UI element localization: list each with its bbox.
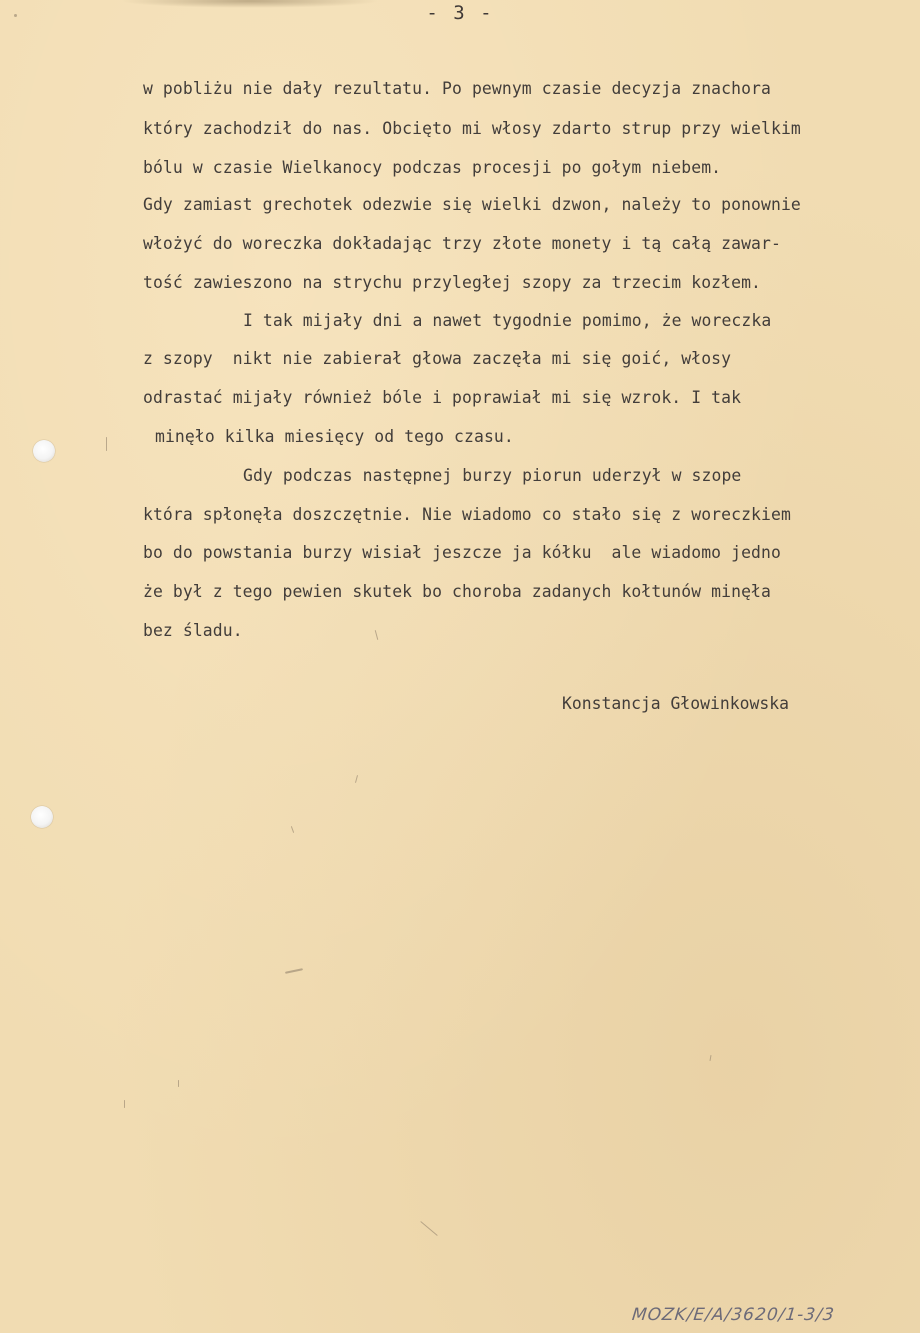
punch-hole-upper [33, 440, 55, 462]
body-line-2: który zachodził do nas. Obcięto mi włosy zdarto strup przy wielkim [143, 119, 801, 138]
body-line-10: minęło kilka miesięcy od tego czasu. [155, 427, 514, 446]
paper-speck [178, 1080, 179, 1087]
paper-speck [106, 437, 107, 451]
paper-speck [291, 826, 294, 833]
paper-speck [420, 1221, 437, 1236]
paper-speck [285, 968, 303, 974]
page-number: - 3 - [426, 2, 494, 24]
body-line-13: bo do powstania burzy wisiał jeszcze ja kółku ale wiadomo jedno [143, 543, 781, 562]
body-line-14: że był z tego pewien skutek bo choroba zadanych kołtunów minęła [143, 582, 771, 601]
body-line-7: I tak mijały dni a nawet tygodnie pomimo, że woreczka [243, 311, 772, 330]
body-line-11: Gdy podczas następnej burzy piorun uderzył w szope [243, 466, 742, 485]
body-line-12: która spłonęła doszczętnie. Nie wiadomo co stało się z woreczkiem [143, 505, 791, 524]
archive-reference: MOZK/E/A/3620/1-3/3 [630, 1305, 836, 1325]
signature: Konstancja Głowinkowska [562, 694, 789, 713]
body-line-3: bólu w czasie Wielkanocy podczas procesji po gołym niebem. [143, 158, 722, 177]
body-line-15: bez śladu. [143, 621, 243, 640]
paper-speck [124, 1100, 125, 1108]
body-line-6: tość zawieszono na strychu przyległej szopy za trzecim kozłem. [143, 273, 762, 292]
body-line-1: w pobliżu nie dały rezultatu. Po pewnym czasie decyzja znachora [143, 79, 771, 98]
paper-speck [375, 630, 379, 640]
body-line-5: włożyć do woreczka dokładając trzy złote monety i tą całą zawar- [143, 234, 781, 253]
paper-speck [355, 775, 358, 783]
body-line-4: Gdy zamiast grechotek odezwie się wielki dzwon, należy to ponownie [143, 195, 801, 214]
paper-speck [709, 1055, 711, 1061]
punch-hole-lower [31, 806, 53, 828]
body-line-8: z szopy nikt nie zabierał głowa zaczęła mi się goić, włosy [143, 349, 732, 368]
body-line-9: odrastać mijały również bóle i poprawiał mi się wzrok. I tak [143, 388, 742, 407]
paper-speck [14, 14, 17, 17]
